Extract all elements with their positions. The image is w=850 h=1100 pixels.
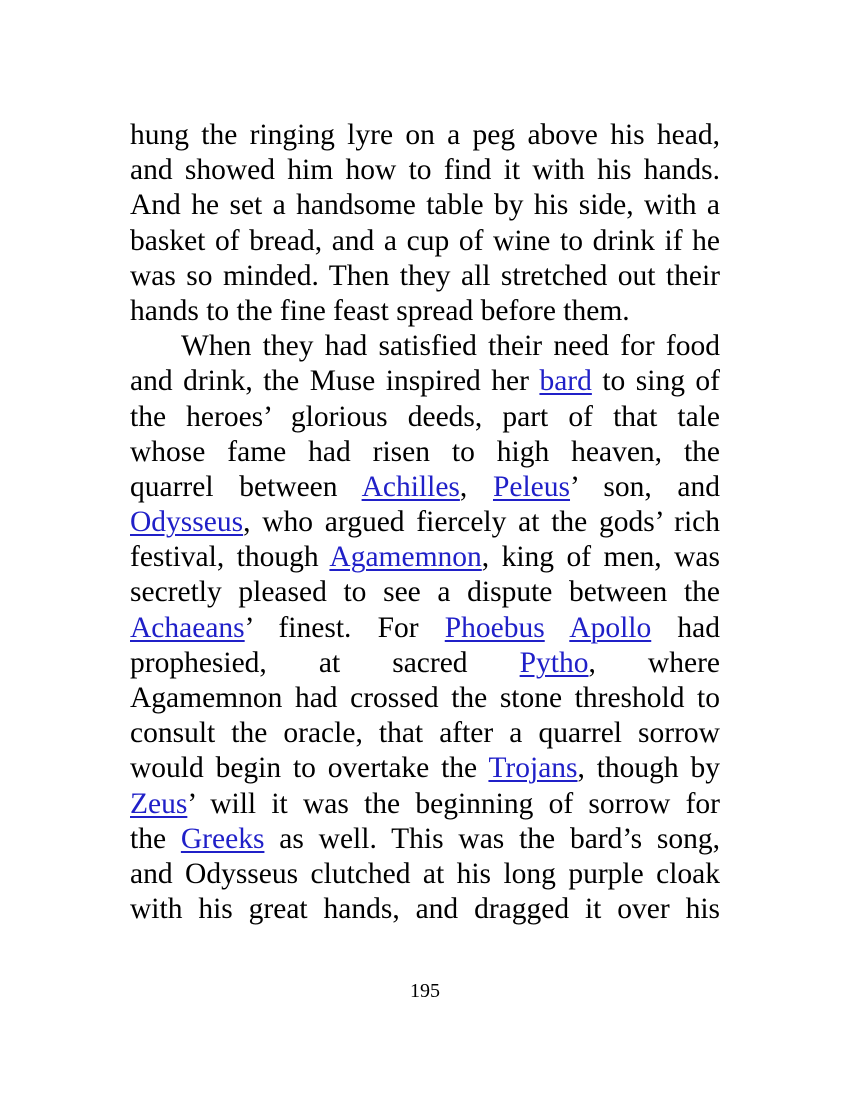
text-line [130, 364, 720, 399]
text-span: and drink, the Muse inspired her [130, 365, 540, 398]
text-span: would begin to overtake the [130, 752, 489, 785]
text-span: was so minded. Then they all stretched out their [130, 259, 720, 292]
text-line [130, 822, 720, 857]
text-line [130, 575, 720, 610]
text-span: to sing of [591, 365, 720, 398]
text-line [130, 294, 720, 329]
glossary-link[interactable]: Peleus [492, 470, 571, 503]
text-line [130, 787, 720, 822]
text-span: ’ finest. For [244, 611, 445, 644]
glossary-link[interactable]: bard [539, 365, 592, 398]
text-line [130, 470, 720, 505]
text-line [130, 224, 720, 259]
glossary-link[interactable]: Greeks [180, 822, 265, 855]
text-span: hands to the fine feast spread before them. [130, 294, 630, 327]
glossary-link[interactable]: Odysseus [130, 506, 244, 539]
text-span: , [459, 470, 493, 503]
text-span: hung the ringing lyre on a peg above his head, [130, 119, 720, 151]
glossary-link[interactable]: Phoebus [444, 611, 545, 644]
text-line [130, 857, 720, 892]
glossary-link[interactable]: Zeus [130, 787, 188, 820]
text-line [130, 540, 720, 575]
text-span: ’ will it was the beginning of sorrow for [187, 787, 720, 820]
text-line [130, 153, 720, 188]
text-span: ’ son, and [570, 470, 720, 503]
text-span: , though by [577, 752, 720, 785]
text-span: quarrel between [130, 470, 362, 503]
text-line [130, 611, 720, 646]
text-span: had [651, 611, 721, 644]
text-line [130, 716, 720, 751]
text-span: Agamemnon had crossed the stone threshold to [130, 682, 720, 714]
text-span: And he set a handsome table by his side, with a [130, 189, 720, 222]
text-line [130, 400, 720, 435]
body-text [130, 118, 720, 927]
text-span: , who argued fiercely at the gods’ rich [243, 506, 720, 539]
text-line [130, 329, 720, 364]
glossary-link[interactable]: Trojans [488, 752, 578, 785]
glossary-link[interactable]: Pytho [519, 646, 589, 679]
text-span: festival, though [130, 541, 330, 574]
text-span: whose fame had risen to high heaven, the [130, 435, 720, 468]
text-span: with his great hands, and dragged it over his [130, 893, 720, 926]
text-span: basket of bread, and a cup of wine to drink if he [130, 224, 720, 257]
text-line [130, 892, 720, 927]
text-span: , king of men, was [481, 541, 720, 574]
glossary-link[interactable]: Achilles [361, 470, 460, 503]
glossary-link[interactable]: Apollo [569, 611, 652, 644]
glossary-link[interactable]: Agamemnon [329, 541, 482, 574]
text-span: and Odysseus clutched at his long purple cloak [130, 857, 720, 890]
text-line [130, 118, 720, 153]
text-line [130, 435, 720, 470]
text-line [130, 681, 720, 716]
text-span: , where [588, 646, 720, 679]
text-span: secretly pleased to see a dispute between the [130, 576, 720, 609]
text-span: as well. This was the bard’s song, [264, 822, 720, 855]
text-line [130, 646, 720, 681]
text-span: the heroes’ glorious deeds, part of that tale [130, 400, 720, 433]
text-span: When they had satisfied their need for food [181, 330, 720, 363]
text-span [545, 612, 570, 644]
text-span: prophesied, at sacred [130, 646, 520, 679]
text-span: and showed him how to find it with his hands. [130, 154, 720, 187]
text-line [130, 188, 720, 223]
text-span: consult the oracle, that after a quarrel sorrow [130, 717, 720, 750]
text-line [130, 751, 720, 786]
page-number: 195 [410, 980, 440, 1002]
glossary-link[interactable]: Achaeans [130, 611, 245, 644]
text-line [130, 505, 720, 540]
text-span: the [130, 822, 181, 855]
text-line [130, 259, 720, 294]
